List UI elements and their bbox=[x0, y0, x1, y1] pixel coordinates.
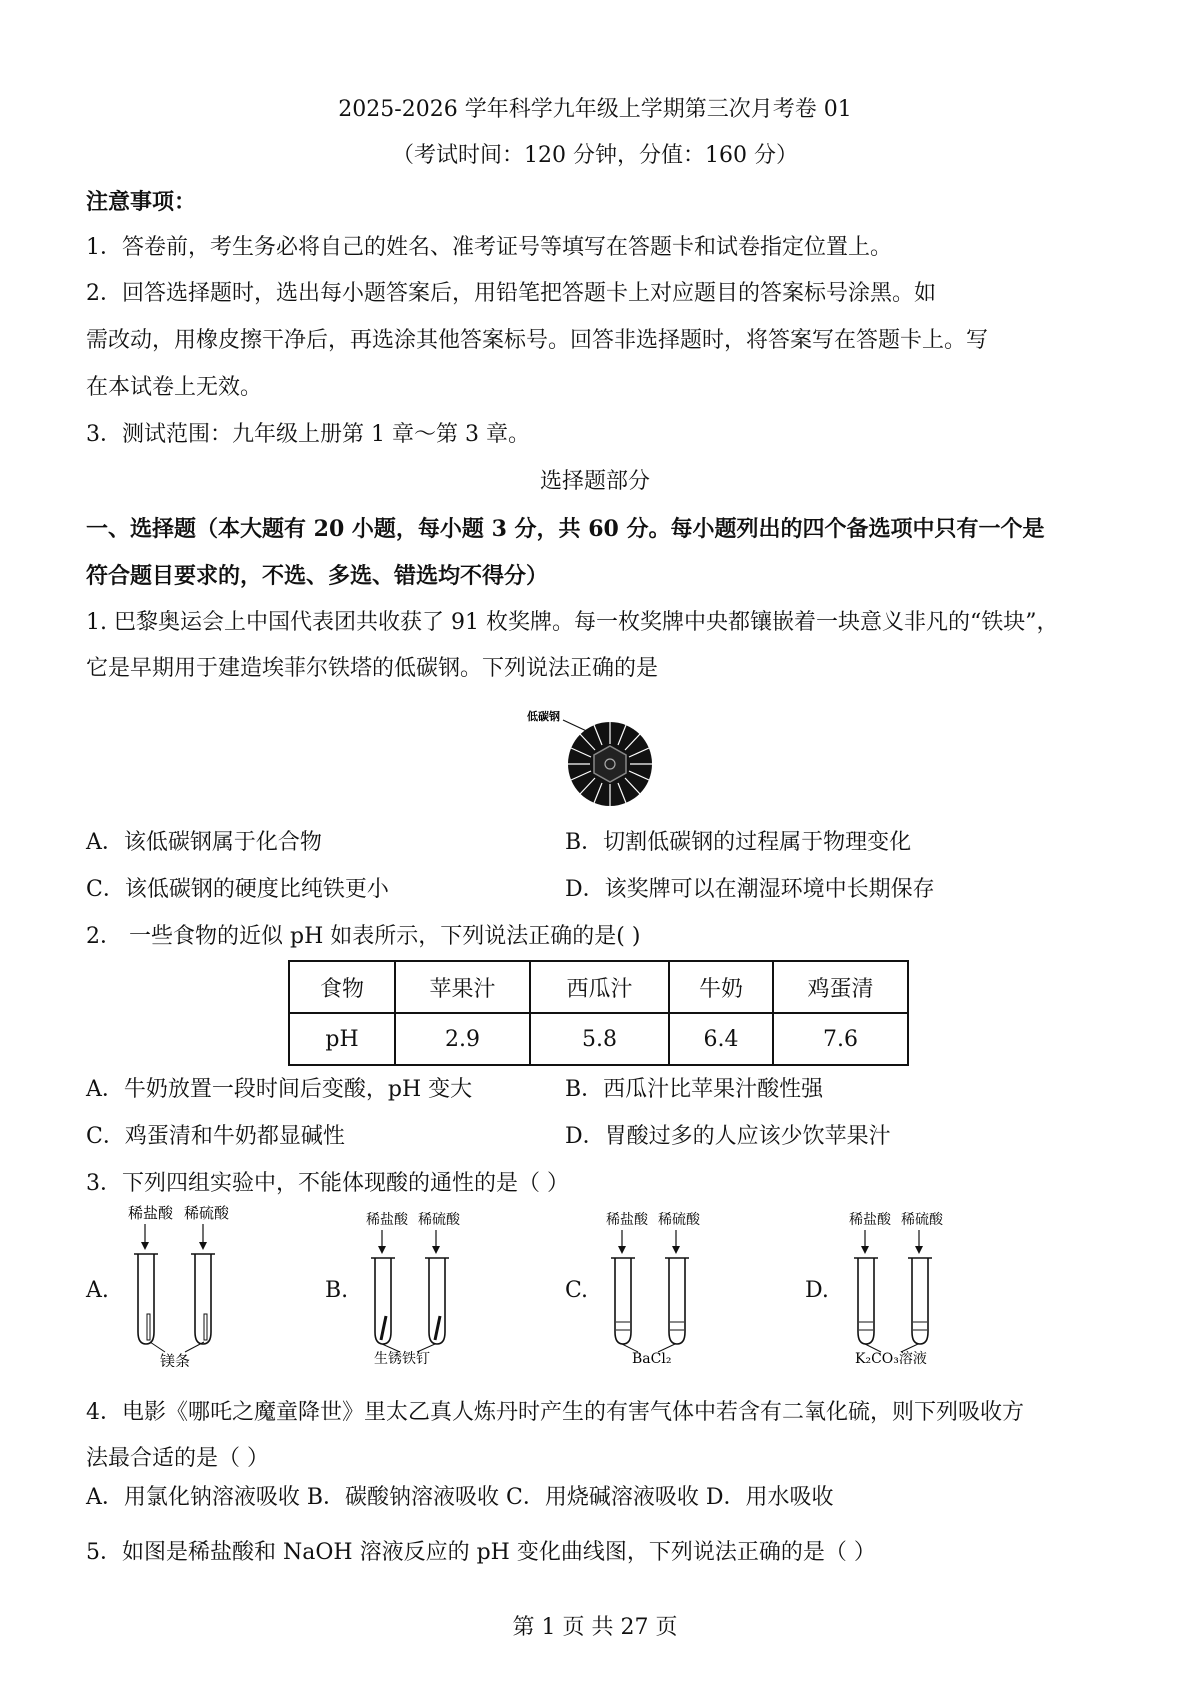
q5-stem: 5．如图是稀盐酸和 NaOH 溶液反应的 pH 变化曲线图，下列说法正确的是（ ） bbox=[86, 1540, 876, 1565]
q3-group-d-test-tubes bbox=[845, 1210, 975, 1365]
ph-table-header: 鸡蛋清 bbox=[773, 961, 908, 1013]
q3-group-d-letter: D. bbox=[805, 1278, 829, 1303]
q3-group-a-test-tubes bbox=[120, 1202, 250, 1367]
ph-table-cell: pH bbox=[289, 1013, 395, 1065]
ph-table-value-row bbox=[289, 1013, 908, 1065]
notice-item-2-line-3: 在本试卷上无效。 bbox=[86, 375, 263, 400]
ph-table-header: 牛奶 bbox=[669, 961, 773, 1013]
acid-label-hcl: 稀盐酸 bbox=[366, 1212, 408, 1228]
q3-stem: 3．下列四组实验中，不能体现酸的通性的是（ ） bbox=[86, 1171, 569, 1196]
exam-title: 2025-2026 学年科学九年级上学期第三次月考卷 01 bbox=[338, 97, 852, 122]
reagent-label: K₂CO₃溶液 bbox=[855, 1351, 927, 1365]
acid-label-h2so4: 稀硫酸 bbox=[184, 1204, 230, 1222]
q4-options: A．用氯化钠溶液吸收 B．碳酸钠溶液吸收 C．用烧碱溶液吸收 D．用水吸收 bbox=[86, 1485, 834, 1510]
q2-option-a: A．牛奶放置一段时间后变酸，pH 变大 bbox=[86, 1077, 473, 1102]
test-tube bbox=[912, 1258, 928, 1344]
q1-option-d: D．该奖牌可以在潮湿环境中长期保存 bbox=[565, 877, 935, 902]
page-footer: 第 1 页 共 27 页 bbox=[512, 1615, 678, 1640]
q2-stem: 2． 一些食物的近似 pH 如表所示，下列说法正确的是( ) bbox=[86, 924, 641, 949]
notice-item-2-line-2: 需改动，用橡皮擦干净后，再选涂其他答案标号。回答非选择题时，将答案写在答题卡上。写 bbox=[86, 328, 989, 353]
q3-group-c-letter: C. bbox=[565, 1278, 589, 1303]
q1-option-c: C．该低碳钢的硬度比纯铁更小 bbox=[86, 877, 389, 902]
ph-table-cell: 2.9 bbox=[395, 1013, 530, 1065]
q1-stem-line-1: 1. 巴黎奥运会上中国代表团共收获了 91 枚奖牌。每一枚奖牌中央都镶嵌着一块意义非凡的“铁块”， bbox=[86, 610, 1059, 635]
acid-label-h2so4: 稀硫酸 bbox=[418, 1212, 460, 1228]
ph-table-cell: 7.6 bbox=[773, 1013, 908, 1065]
q3-group-b-letter: B. bbox=[325, 1278, 349, 1303]
exam-subtitle: （考试时间：120 分钟，分值：160 分） bbox=[392, 143, 798, 168]
test-tube bbox=[615, 1258, 631, 1344]
q2-option-c: C．鸡蛋清和牛奶都显碱性 bbox=[86, 1124, 345, 1149]
notice-item-3: 3．测试范围：九年级上册第 1 章～第 3 章。 bbox=[86, 422, 530, 447]
q2-option-b: B．西瓜汁比苹果汁酸性强 bbox=[565, 1077, 824, 1102]
q3-group-a-letter: A. bbox=[86, 1278, 109, 1303]
ph-table-header: 西瓜汁 bbox=[530, 961, 669, 1013]
acid-label-hcl: 稀盐酸 bbox=[606, 1212, 648, 1228]
ph-table-header-row bbox=[289, 961, 908, 1013]
q1-option-b: B．切割低碳钢的过程属于物理变化 bbox=[565, 830, 912, 855]
medal-figure bbox=[525, 708, 665, 808]
test-tube bbox=[195, 1254, 211, 1344]
test-tube bbox=[669, 1258, 685, 1344]
test-tube bbox=[858, 1258, 874, 1344]
reagent-label: 镁条 bbox=[160, 1352, 191, 1367]
ph-table bbox=[288, 960, 909, 1066]
ph-table-header: 食物 bbox=[289, 961, 395, 1013]
test-tube bbox=[138, 1254, 154, 1344]
reagent-label: BaCl₂ bbox=[632, 1351, 672, 1365]
q4-stem-line-2: 法最合适的是（ ） bbox=[86, 1446, 269, 1471]
notice-item-1: 1．答卷前，考生务必将自己的姓名、准考证号等填写在答题卡和试卷指定位置上。 bbox=[86, 235, 892, 260]
ph-table-header: 苹果汁 bbox=[395, 961, 530, 1013]
figure-label-low-carbon-steel: 低碳钢 bbox=[527, 710, 560, 723]
acid-label-h2so4: 稀硫酸 bbox=[901, 1212, 943, 1228]
q1-option-a: A．该低碳钢属于化合物 bbox=[86, 830, 322, 855]
notice-item-2-line-1: 2．回答选择题时，选出每小题答案后，用铅笔把答题卡上对应题目的答案标号涂黑。如 bbox=[86, 281, 936, 306]
reagent-label: 生锈铁钉 bbox=[374, 1351, 430, 1365]
ph-table-cell: 6.4 bbox=[669, 1013, 773, 1065]
ph-table-cell: 5.8 bbox=[530, 1013, 669, 1065]
q2-option-d: D．胃酸过多的人应该少饮苹果汁 bbox=[565, 1124, 891, 1149]
q4-stem-line-1: 4．电影《哪吒之魔童降世》里太乙真人炼丹时产生的有害气体中若含有二氧化硫，则下列吸收方 bbox=[86, 1400, 1025, 1425]
section-heading-line-1: 一、选择题（本大题有 20 小题，每小题 3 分，共 60 分。每小题列出的四个备选项中只有一个是 bbox=[86, 516, 1045, 542]
q3-group-c-test-tubes bbox=[602, 1210, 732, 1365]
q3-group-b-test-tubes bbox=[362, 1210, 492, 1365]
acid-label-hcl: 稀盐酸 bbox=[128, 1204, 174, 1222]
notice-heading: 注意事项： bbox=[86, 189, 197, 215]
section-heading-line-2: 符合题目要求的，不选、多选、错选均不得分） bbox=[86, 563, 549, 589]
acid-label-h2so4: 稀硫酸 bbox=[658, 1212, 700, 1228]
q1-stem-line-2: 它是早期用于建造埃菲尔铁塔的低碳钢。下列说法正确的是 bbox=[86, 656, 659, 681]
acid-label-hcl: 稀盐酸 bbox=[849, 1212, 891, 1228]
part-title: 选择题部分 bbox=[539, 469, 650, 494]
